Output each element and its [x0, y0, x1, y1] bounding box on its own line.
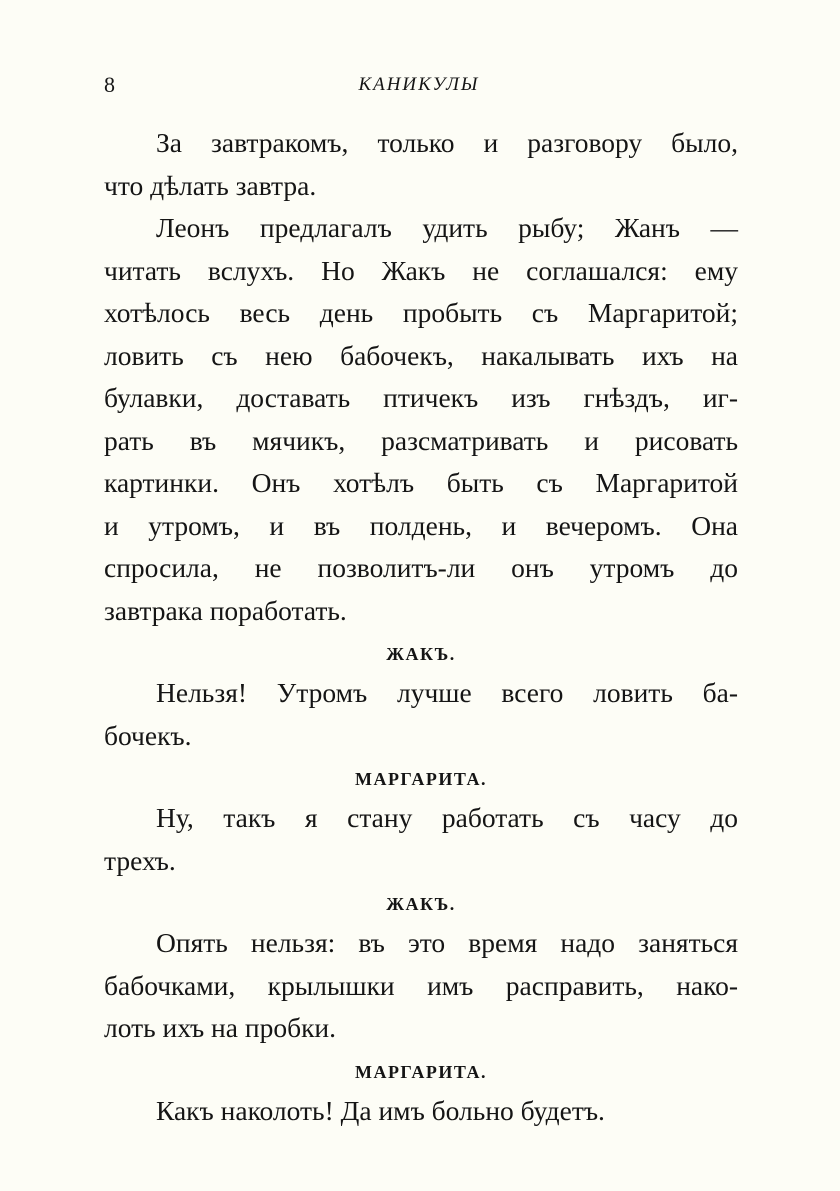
speaker-heading: МАРГАРИТА. — [354, 769, 488, 789]
paragraph — [104, 797, 738, 882]
text-line: ловить съ нею бабочекъ, накалывать ихъ на — [104, 339, 738, 371]
text-line: лоть ихъ на пробки. — [104, 1012, 337, 1043]
text-line: и утромъ, и въ полдень, и вечеромъ. Она — [104, 509, 738, 541]
text-line: Ну, такъ я стану работать съ часу до — [156, 802, 738, 833]
text-line: рать въ мячикъ, разсматривать и рисовать — [104, 424, 738, 456]
body-text — [104, 122, 738, 1132]
text-line: Леонъ предлагалъ удить рыбу; Жанъ — — [156, 212, 738, 243]
text-line: завтрака поработать. — [104, 594, 347, 626]
text-line: Нельзя! Утромъ лучше всего ловить ба- — [156, 677, 738, 708]
paragraph — [104, 122, 738, 207]
text-line: трехъ. — [104, 844, 176, 876]
text-line: бочекъ. — [104, 719, 192, 751]
text-line: бабочками, крылышки имъ расправить, нако- — [104, 969, 738, 1001]
running-title: КАНИКУЛЫ — [358, 74, 480, 95]
text-line: спросила, не позволитъ-ли онъ утромъ до — [104, 552, 738, 583]
text-line: хотѣлось весь день пробыть съ Маргаритой; — [104, 297, 738, 328]
text-line: что дѣлать завтра. — [104, 169, 317, 201]
text-line: Какъ наколоть! Да имъ больно будетъ. — [156, 1094, 605, 1126]
paragraph — [104, 207, 738, 632]
text-line: булавки, доставать птичекъ изъ гнѣздъ, иг- — [104, 382, 738, 413]
speaker-heading: ЖАКЪ. — [386, 894, 456, 914]
speaker-heading: МАРГАРИТА. — [354, 1061, 488, 1082]
paragraph — [104, 922, 738, 1050]
text-line: Опять нельзя: въ это время надо заняться — [156, 927, 738, 958]
page-header — [104, 72, 734, 104]
text-line: За завтракомъ, только и разговору было, — [156, 127, 738, 158]
page-number: 8 — [104, 72, 115, 97]
speaker-heading: ЖАКЪ. — [386, 644, 456, 664]
text-line: читать вслухъ. Но Жакъ не соглашался: ему — [104, 254, 738, 286]
paragraph — [104, 672, 738, 757]
paragraph — [104, 1090, 738, 1133]
text-line: картинки. Онъ хотѣлъ быть съ Маргаритой — [104, 467, 738, 498]
